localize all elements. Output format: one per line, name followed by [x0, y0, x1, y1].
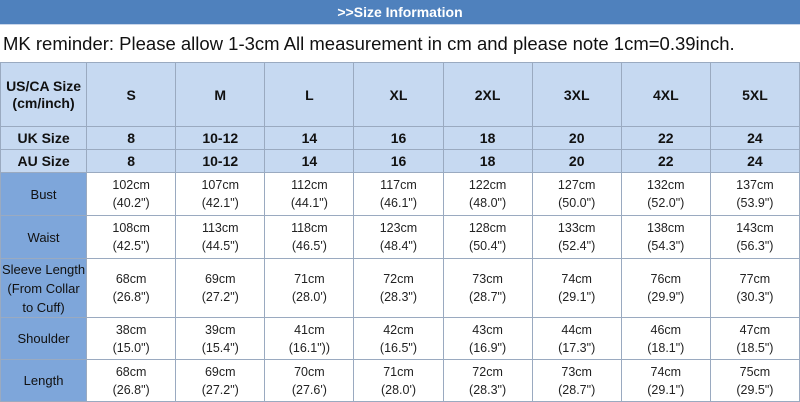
inch-value: (48.4") — [379, 239, 418, 253]
cm-value: 68cm — [115, 272, 147, 286]
measurement-cell — [265, 318, 354, 360]
measurement-cell — [443, 259, 532, 318]
cm-value: 46cm — [650, 322, 682, 337]
measurement-cell — [87, 360, 176, 402]
cm-value: 72cm — [383, 272, 414, 286]
cm-value: 70cm — [294, 364, 325, 379]
cm-value: 39cm — [204, 322, 236, 337]
cm-value: 138cm — [647, 221, 685, 235]
inch-value: (29.1") — [647, 382, 685, 397]
size-header-cell: 18 — [443, 127, 532, 150]
measurement-cell — [710, 318, 799, 360]
cm-value: 77cm — [739, 272, 771, 286]
measurement-cell — [176, 259, 265, 318]
size-header-cell: 2XL — [443, 63, 532, 127]
size-table — [0, 62, 800, 402]
cm-value: 118cm — [291, 221, 328, 235]
size-header-cell: 14 — [265, 127, 354, 150]
cm-value: 69cm — [204, 272, 236, 286]
size-header-cell: 4XL — [621, 63, 710, 127]
measurement-cell — [532, 216, 621, 259]
size-header-cell: XL — [354, 63, 443, 127]
measurement-label: Sleeve Length (From Collar to Cuff) — [1, 259, 87, 318]
size-header-cell: 24 — [710, 150, 799, 173]
inch-value: (30.3") — [736, 290, 774, 304]
measurement-cell — [354, 318, 443, 360]
inch-value: (44.1") — [290, 196, 328, 210]
inch-value: (52.4") — [558, 239, 596, 253]
size-header-cell: 20 — [532, 127, 621, 150]
header-row-label: US/CA Size (cm/inch) — [1, 63, 87, 127]
size-header-cell: 22 — [621, 127, 710, 150]
measurement-cell — [176, 318, 265, 360]
inch-value: (17.3") — [558, 340, 596, 355]
measurement-cell — [354, 173, 443, 216]
inch-value: (52.0") — [647, 196, 685, 210]
measurement-cell — [265, 259, 354, 318]
measurement-cell — [621, 173, 710, 216]
inch-value: (28.7") — [469, 290, 507, 304]
inch-value: (28.0') — [380, 382, 416, 397]
cm-value: 112cm — [291, 178, 328, 192]
size-header-cell: S — [87, 63, 176, 127]
inch-value: (53.9") — [736, 196, 774, 210]
bust-row — [1, 173, 800, 216]
size-header-cell: 16 — [354, 127, 443, 150]
size-header-cell: 18 — [443, 150, 532, 173]
inch-value: (28.3") — [469, 382, 507, 397]
us-ca-size-row — [1, 63, 800, 127]
inch-value: (54.3") — [647, 239, 685, 253]
measurement-cell — [354, 216, 443, 259]
inch-value: (29.1") — [558, 290, 596, 304]
measurement-cell — [87, 318, 176, 360]
inch-value: (18.5") — [736, 340, 774, 355]
cm-value: 71cm — [294, 272, 325, 286]
size-header-cell: 10-12 — [176, 150, 265, 173]
measurement-cell — [710, 360, 799, 402]
inch-value: (28.3") — [379, 290, 418, 304]
cm-value: 73cm — [472, 272, 503, 286]
measurement-cell — [265, 173, 354, 216]
waist-row — [1, 216, 800, 259]
length-row — [1, 360, 800, 402]
measurement-reminder: MK reminder: Please allow 1-3cm All measurement in cm and please note 1cm=0.39inch. — [3, 33, 735, 54]
measurement-cell — [87, 216, 176, 259]
cm-value: 72cm — [472, 364, 503, 379]
measurement-cell — [176, 216, 265, 259]
size-header-cell: M — [176, 63, 265, 127]
inch-value: (26.8") — [112, 382, 150, 397]
measurement-cell — [176, 173, 265, 216]
measurement-cell — [710, 173, 799, 216]
inch-value: (46.1") — [379, 196, 418, 210]
measurement-cell — [354, 360, 443, 402]
cm-value: 44cm — [561, 322, 592, 337]
size-header-cell: 3XL — [532, 63, 621, 127]
cm-value: 41cm — [294, 322, 325, 337]
size-information-banner: >>Size Information — [0, 0, 800, 25]
measurement-cell — [710, 216, 799, 259]
cm-value: 38cm — [115, 322, 147, 337]
measurement-cell — [443, 360, 532, 402]
cm-value: 122cm — [468, 178, 507, 192]
size-header-cell: 22 — [621, 150, 710, 173]
measurement-label: Bust — [1, 173, 87, 216]
cm-value: 102cm — [112, 178, 150, 192]
cm-value: 127cm — [557, 178, 596, 192]
size-table-body — [1, 63, 800, 402]
cm-value: 75cm — [739, 364, 771, 379]
inch-value: (16.5") — [379, 340, 418, 355]
inch-value: (46.5') — [291, 239, 327, 253]
cm-value: 68cm — [115, 364, 147, 379]
cm-value: 42cm — [383, 322, 414, 337]
inch-value: (50.4") — [469, 239, 507, 253]
measurement-cell — [621, 216, 710, 259]
size-header-cell: 8 — [87, 127, 176, 150]
inch-value: (16.1")) — [288, 340, 330, 355]
measurement-cell — [532, 173, 621, 216]
measurement-cell — [621, 360, 710, 402]
cm-value: 132cm — [647, 178, 685, 192]
measurement-cell — [710, 259, 799, 318]
cm-value: 69cm — [204, 364, 236, 379]
measurement-cell — [532, 318, 621, 360]
cm-value: 107cm — [201, 178, 240, 192]
measurement-cell — [87, 173, 176, 216]
measurement-cell — [87, 259, 176, 318]
uk-size-row — [1, 127, 800, 150]
measurement-cell — [265, 216, 354, 259]
inch-value: (40.2") — [112, 196, 150, 210]
inch-value: (42.1") — [201, 196, 239, 210]
inch-value: (28.0') — [291, 290, 327, 304]
measurement-cell — [532, 360, 621, 402]
inch-value: (29.9") — [647, 290, 685, 304]
measurement-cell — [265, 360, 354, 402]
measurement-cell — [354, 259, 443, 318]
measurement-label: Length — [1, 360, 87, 402]
inch-value: (29.5") — [736, 382, 774, 397]
sleeve-length-row — [1, 259, 800, 318]
cm-value: 73cm — [561, 364, 592, 379]
measurement-cell — [532, 259, 621, 318]
size-header-cell: 20 — [532, 150, 621, 173]
inch-value: (15.0") — [112, 340, 150, 355]
inch-value: (28.7") — [558, 382, 596, 397]
shoulder-row — [1, 318, 800, 360]
size-header-cell: 10-12 — [176, 127, 265, 150]
inch-value: (42.5") — [112, 239, 150, 253]
au-size-row — [1, 150, 800, 173]
size-header-cell: 8 — [87, 150, 176, 173]
size-header-cell: 16 — [354, 150, 443, 173]
inch-value: (26.8") — [112, 290, 150, 304]
size-header-cell: 24 — [710, 127, 799, 150]
measurement-cell — [176, 360, 265, 402]
cm-value: 71cm — [383, 364, 414, 379]
cm-value: 74cm — [561, 272, 592, 286]
cm-value: 76cm — [650, 272, 682, 286]
header-row-label: UK Size — [1, 127, 87, 150]
cm-value: 133cm — [557, 221, 596, 235]
inch-value: (27.2") — [201, 382, 239, 397]
inch-value: (18.1") — [647, 340, 685, 355]
measurement-cell — [621, 259, 710, 318]
cm-value: 123cm — [379, 221, 418, 235]
inch-value: (48.0") — [469, 196, 507, 210]
inch-value: (56.3") — [736, 239, 774, 253]
cm-value: 143cm — [736, 221, 774, 235]
cm-value: 128cm — [468, 221, 507, 235]
inch-value: (16.9") — [469, 340, 507, 355]
measurement-cell — [443, 216, 532, 259]
measurement-cell — [443, 173, 532, 216]
cm-value: 74cm — [650, 364, 682, 379]
inch-value: (27.6') — [291, 382, 327, 397]
inch-value: (27.2") — [201, 290, 239, 304]
cm-value: 47cm — [739, 322, 771, 337]
inch-value: (44.5") — [201, 239, 239, 253]
inch-value: (50.0") — [558, 196, 596, 210]
measurement-cell — [621, 318, 710, 360]
header-row-label: AU Size — [1, 150, 87, 173]
size-header-cell: 5XL — [710, 63, 799, 127]
cm-value: 137cm — [736, 178, 774, 192]
measurement-cell — [443, 318, 532, 360]
inch-value: (15.4") — [201, 340, 239, 355]
cm-value: 43cm — [472, 322, 503, 337]
cm-value: 117cm — [380, 178, 417, 192]
measurement-label: Waist — [1, 216, 87, 259]
cm-value: 113cm — [201, 221, 239, 235]
size-header-cell: 14 — [265, 150, 354, 173]
measurement-label: Shoulder — [1, 318, 87, 360]
size-header-cell: L — [265, 63, 354, 127]
cm-value: 108cm — [112, 221, 150, 235]
